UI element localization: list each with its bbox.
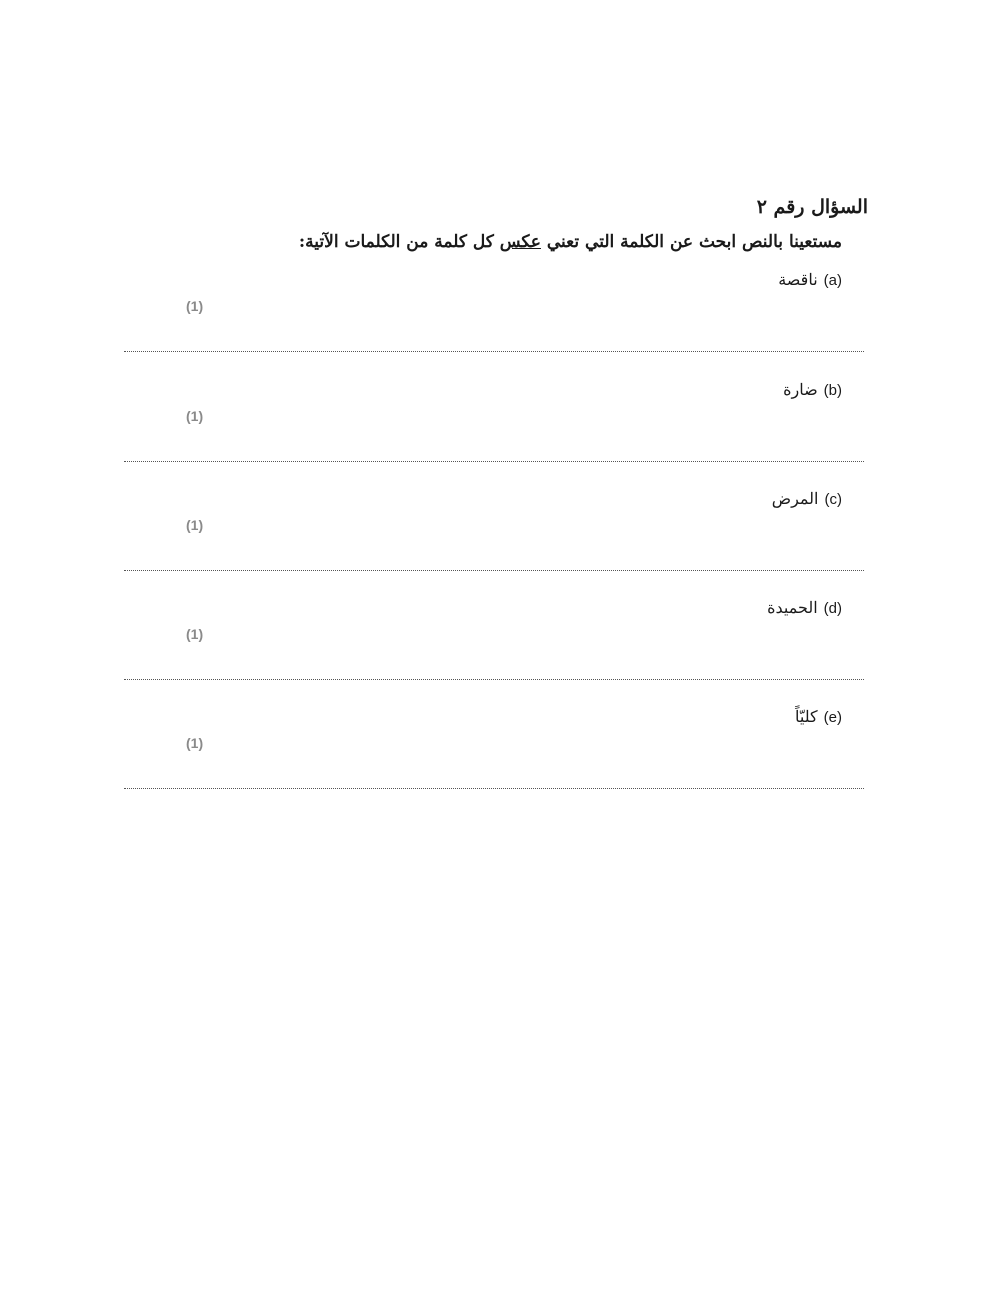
item-letter: (c) xyxy=(824,491,842,508)
item-mark: (1) xyxy=(186,735,204,751)
item-letter: (e) xyxy=(823,709,842,726)
instruction-text-start: مستعينا بالنص ابحث عن الكلمة التي تعني xyxy=(540,232,842,252)
item-mark: (1) xyxy=(186,517,204,533)
item-word: كليّاً xyxy=(795,707,818,726)
item-mark: (1) xyxy=(186,626,204,642)
answer-line[interactable] xyxy=(124,788,864,789)
answer-line[interactable] xyxy=(124,461,864,462)
item-word: ناقصة xyxy=(778,270,818,289)
item-label xyxy=(778,270,842,289)
instruction-underlined-word: عكس xyxy=(499,232,541,252)
instruction-text-end: كل كلمة من الكلمات الآتية: xyxy=(298,232,500,252)
item-letter: (a) xyxy=(823,272,842,289)
item-letter: (d) xyxy=(823,600,842,617)
item-word: ضارة xyxy=(783,380,818,399)
item-mark: (1) xyxy=(186,408,204,424)
question-title: السؤال رقم ٢ xyxy=(756,196,868,218)
question-item-a xyxy=(124,270,864,380)
answer-line[interactable] xyxy=(124,351,864,352)
item-word: المرض xyxy=(771,489,819,508)
question-instruction xyxy=(299,232,842,252)
item-mark: (1) xyxy=(186,298,204,314)
item-label xyxy=(795,707,842,726)
question-item-e xyxy=(124,707,864,817)
question-item-b xyxy=(124,380,864,490)
question-item-d xyxy=(124,598,864,708)
item-label xyxy=(783,380,842,399)
item-letter: (b) xyxy=(823,382,842,399)
question-item-c xyxy=(124,489,864,599)
item-label xyxy=(767,598,842,617)
answer-line[interactable] xyxy=(124,570,864,571)
answer-line[interactable] xyxy=(124,679,864,680)
item-label xyxy=(772,489,842,508)
item-word: الحميدة xyxy=(767,598,818,617)
